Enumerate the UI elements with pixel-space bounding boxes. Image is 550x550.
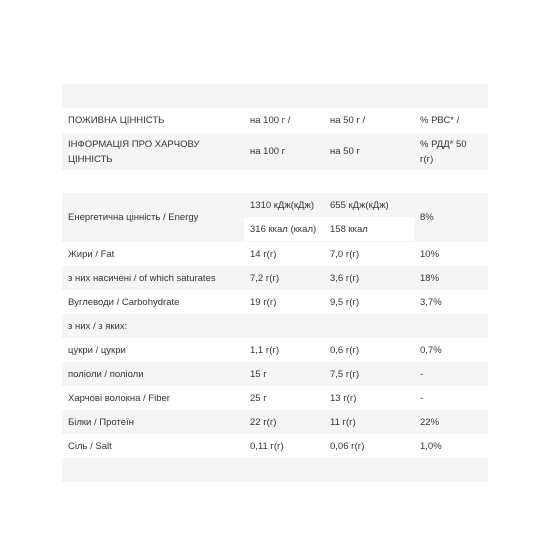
energy-kj-per-100g: 1310 кДж(кДж) xyxy=(250,199,314,211)
header-per-50g: на 50 г / xyxy=(330,115,366,126)
nutrition-table xyxy=(62,84,488,482)
table-row xyxy=(62,386,488,410)
row-per-50g: 9,5 г(г) xyxy=(330,296,360,308)
header-per-100g: на 100 г / xyxy=(250,115,291,126)
row-per-100g: 14 г(г) xyxy=(250,248,277,260)
energy-percent: 8% xyxy=(420,212,434,223)
table-row xyxy=(62,242,488,266)
row-per-50g: 0,6 г(г) xyxy=(330,344,360,356)
energy-row xyxy=(62,193,488,242)
row-per-50g: 7,5 г(г) xyxy=(330,368,360,380)
table-row xyxy=(62,266,488,290)
row-label: Сіль / Salt xyxy=(68,440,112,452)
row-per-50g: 13 г(г) xyxy=(330,392,357,404)
row-label: з них / з яких: xyxy=(68,320,128,332)
row-percent: - xyxy=(420,392,424,404)
row-per-50g: 3,6 г(г) xyxy=(330,272,360,284)
row-per-100g: 0,11 г(г) xyxy=(250,440,284,452)
row-label: Жири / Fat xyxy=(68,248,115,260)
row-percent: 1,0% xyxy=(420,440,442,452)
row-per-100g: 7,2 г(г) xyxy=(250,272,280,284)
top-spacer-row xyxy=(62,84,488,108)
row-label: з них насичені / of which saturates xyxy=(68,272,216,284)
row-per-100g: 1,1 г(г) xyxy=(250,344,280,356)
row-per-100g: 25 г xyxy=(250,392,267,404)
row-percent: 3,7% xyxy=(420,296,442,308)
row-per-50g: 11 г(г) xyxy=(330,416,356,428)
energy-label: Енергетична цінність / Energy xyxy=(68,212,199,223)
row-percent: - xyxy=(420,368,424,380)
row-label: поліоли / поліоли xyxy=(68,368,144,380)
row-percent: 18% xyxy=(420,272,440,284)
row-percent: 0,7% xyxy=(420,344,442,356)
row-per-100g: 19 г(г) xyxy=(250,296,277,308)
subheader-percent-rdd: % РДД* 50 г(г) xyxy=(420,138,467,165)
header-nutrition-value: ПОЖИВНА ЦІННІСТЬ xyxy=(68,115,165,126)
row-label: цукри / цукри xyxy=(68,344,126,356)
subheader-per-50g: на 50 г xyxy=(330,146,360,157)
bottom-spacer-row xyxy=(62,458,488,482)
row-per-100g: 15 г xyxy=(250,368,267,380)
header-row xyxy=(62,108,488,133)
row-label: Харчові волокна / Fiber xyxy=(68,392,170,404)
row-per-100g: 22 г(г) xyxy=(250,416,277,428)
row-percent: 22% xyxy=(420,416,440,428)
gap-row xyxy=(62,170,488,193)
table-row xyxy=(62,434,488,458)
row-label: Білки / Протеїн xyxy=(68,416,134,428)
table-row xyxy=(62,290,488,314)
row-percent: 10% xyxy=(420,248,440,260)
energy-kj-per-50g: 655 кДж(кДж) xyxy=(330,199,389,211)
energy-kcal-per-50g: 158 ккал xyxy=(330,223,368,235)
subheader-row xyxy=(62,133,488,170)
subheader-per-100g: на 100 г xyxy=(250,146,286,157)
table-row xyxy=(62,410,488,434)
energy-kcal-per-100g: 316 ккал (ккал) xyxy=(250,223,317,235)
table-row xyxy=(62,362,488,386)
header-percent-rv: % РВС* / xyxy=(420,115,460,126)
row-label: Вуглеводи / Carbohydrate xyxy=(68,296,180,308)
subheader-nutrition-info: ІНФОРМАЦІЯ ПРО ХАРЧОВУ ЦІННІСТЬ xyxy=(68,138,200,165)
row-per-50g: 7,0 г(г) xyxy=(330,248,360,260)
row-per-50g: 0,06 г(г) xyxy=(330,440,365,452)
table-row xyxy=(62,338,488,362)
table-row xyxy=(62,314,488,338)
